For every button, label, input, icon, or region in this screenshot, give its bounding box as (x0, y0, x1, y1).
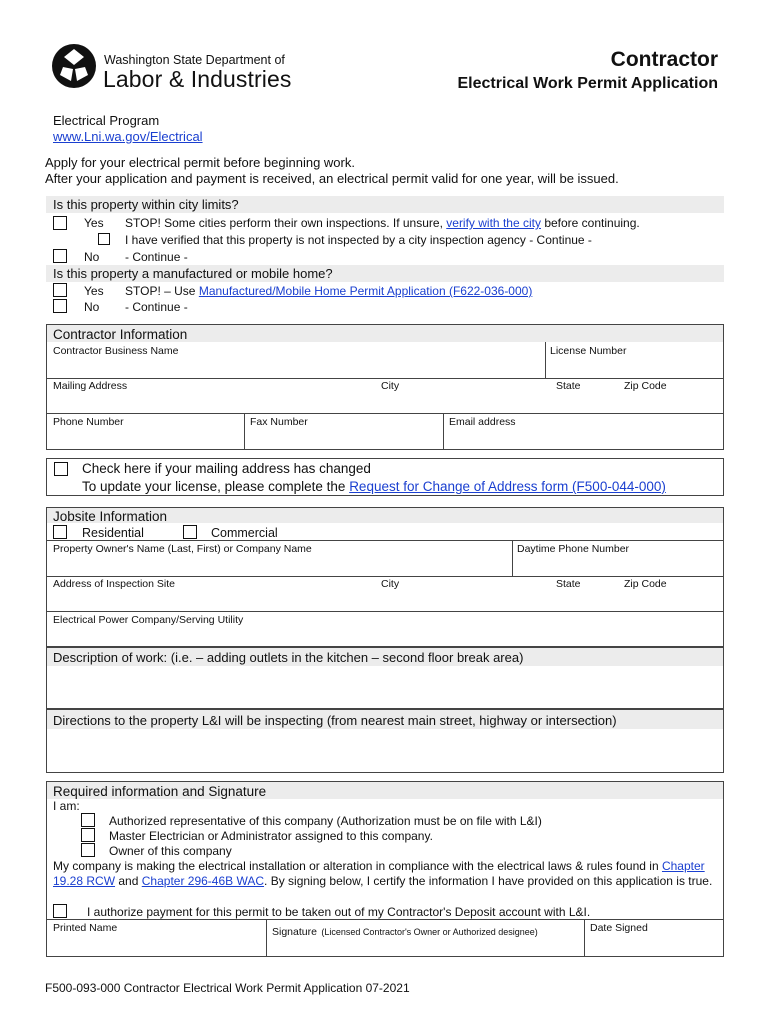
jobsite-zip-field[interactable]: Zip Code (624, 578, 667, 590)
authorize-payment-label: I authorize payment for this permit to be taken out of my Contractor's Deposit account with L&I. (87, 905, 591, 919)
inspection-address-field[interactable]: Address of Inspection Site (53, 578, 175, 590)
address-update-text (82, 479, 666, 494)
page-title: Contractor (610, 48, 718, 71)
mobile-stop-text: STOP! – Use (125, 284, 196, 298)
contractor-info-box (46, 324, 724, 450)
authorize-payment-checkbox[interactable] (53, 904, 67, 918)
residential-checkbox[interactable] (53, 525, 67, 539)
compliance-and: and (118, 874, 139, 888)
address-change-box (46, 458, 724, 496)
master-electrician-checkbox[interactable] (81, 828, 95, 842)
city-limits-no-checkbox[interactable] (53, 249, 67, 263)
address-changed-text: Check here if your mailing address has changed (82, 461, 371, 476)
date-signed-field[interactable]: Date Signed (590, 922, 648, 934)
page-subtitle: Electrical Work Permit Application (457, 75, 718, 92)
intro-line-1: Apply for your electrical permit before beginning work. (45, 155, 355, 170)
city-limits-no-text: - Continue - (125, 250, 188, 264)
city-limits-yes-text (125, 216, 640, 230)
agency-name-line2: Labor & Industries (103, 66, 292, 92)
signature-field[interactable] (272, 922, 538, 940)
jobsite-state-field[interactable]: State (556, 578, 581, 590)
authorized-rep-checkbox[interactable] (81, 813, 95, 827)
intro-line-2: After your application and payment is received, an electrical permit valid for one year, will be issued. (45, 171, 619, 186)
jobsite-info-heading: Jobsite Information (53, 509, 168, 524)
contractor-info-heading: Contractor Information (53, 327, 188, 342)
city-limits-yes-label: Yes (84, 216, 104, 230)
directions-label: Directions to the property L&I will be inspecting (from nearest main street, highway or intersection) (53, 713, 617, 728)
contractor-zip-field[interactable]: Zip Code (624, 380, 667, 392)
i-am-label: I am: (53, 799, 80, 813)
city-verified-checkbox[interactable] (98, 233, 110, 245)
mobile-home-no-text: - Continue - (125, 300, 188, 314)
verify-city-link[interactable]: verify with the city (446, 216, 541, 230)
owner-label: Owner of this company (109, 844, 232, 858)
mobile-home-no-label: No (84, 300, 100, 314)
city-limits-no-label: No (84, 250, 100, 264)
mobile-home-yes-text (125, 284, 532, 298)
contractor-state-field[interactable]: State (556, 380, 581, 392)
city-stop-text: STOP! Some cities perform their own inspections. If unsure, (125, 216, 443, 230)
description-label: Description of work: (i.e. – adding outlets in the kitchen – second floor break area) (53, 650, 524, 665)
authorized-rep-label: Authorized representative of this company (Authorization must be on file with L&I) (109, 814, 542, 828)
description-box (46, 647, 724, 709)
email-address-field[interactable]: Email address (449, 416, 516, 428)
directions-input[interactable] (47, 729, 723, 772)
city-limits-question: Is this property within city limits? (53, 197, 239, 212)
property-owner-field[interactable]: Property Owner's Name (Last, First) or Company Name (53, 543, 312, 555)
contractor-city-field[interactable]: City (381, 380, 400, 392)
mobile-home-yes-checkbox[interactable] (53, 283, 67, 297)
owner-checkbox[interactable] (81, 843, 95, 857)
compliance-statement (53, 859, 717, 889)
fax-number-field[interactable]: Fax Number (250, 416, 308, 428)
city-stop-text-after: before continuing. (544, 216, 640, 230)
signature-box (46, 781, 724, 957)
printed-name-field[interactable]: Printed Name (53, 922, 118, 934)
signature-note: (Licensed Contractor's Owner or Authorized designee) (321, 927, 538, 937)
signature-label: Signature (272, 926, 317, 938)
change-of-address-link[interactable]: Request for Change of Address form (F500-044-000) (349, 479, 666, 494)
residential-label: Residential (82, 526, 144, 540)
daytime-phone-field[interactable]: Daytime Phone Number (517, 543, 630, 555)
mobile-home-permit-link[interactable]: Manufactured/Mobile Home Permit Application (F622-036-000) (198, 284, 533, 298)
license-number-field[interactable]: License Number (550, 345, 627, 357)
compliance-text-2: . By signing below, I certify the information I have provided on this (264, 874, 613, 888)
jobsite-info-box (46, 507, 724, 647)
phone-number-field[interactable]: Phone Number (53, 416, 124, 428)
commercial-checkbox[interactable] (183, 525, 197, 539)
directions-box (46, 709, 724, 773)
mailing-address-field[interactable]: Mailing Address (53, 380, 128, 392)
description-input[interactable] (47, 666, 723, 708)
commercial-label: Commercial (211, 526, 278, 540)
city-limits-yes-checkbox[interactable] (53, 216, 67, 230)
mobile-home-question: Is this property a manufactured or mobile home? (53, 266, 333, 281)
form-footer: F500-093-000 Contractor Electrical Work Permit Application 07-2021 (45, 981, 410, 995)
compliance-text-3: application is true. (615, 874, 713, 888)
power-company-field[interactable]: Electrical Power Company/Serving Utility (53, 614, 244, 626)
address-changed-checkbox[interactable] (54, 462, 68, 476)
program-url-link[interactable]: www.Lni.wa.gov/Electrical (53, 129, 203, 144)
city-verified-text: I have verified that this property is not inspected by a city inspection agency - Continue - (125, 233, 592, 247)
agency-name-line1: Washington State Department of (104, 53, 285, 67)
chapter-wac-link[interactable]: Chapter 296-46B WAC (141, 874, 265, 888)
program-name: Electrical Program (53, 113, 160, 128)
compliance-text-1: My company is making the electrical installation or alteration in compliance with the electrical laws & rules found in (53, 859, 659, 873)
mobile-home-no-checkbox[interactable] (53, 299, 67, 313)
mobile-home-yes-label: Yes (84, 284, 104, 298)
chapter-rcw-link[interactable]: Chapter 19.28 RCW (53, 859, 705, 888)
master-electrician-label: Master Electrician or Administrator assigned to this company. (109, 829, 433, 843)
lni-logo-icon (51, 43, 97, 89)
signature-heading: Required information and Signature (53, 784, 267, 799)
address-update-prefix: To update your license, please complete the (82, 479, 346, 494)
business-name-field[interactable]: Contractor Business Name (53, 345, 179, 357)
jobsite-city-field[interactable]: City (381, 578, 400, 590)
